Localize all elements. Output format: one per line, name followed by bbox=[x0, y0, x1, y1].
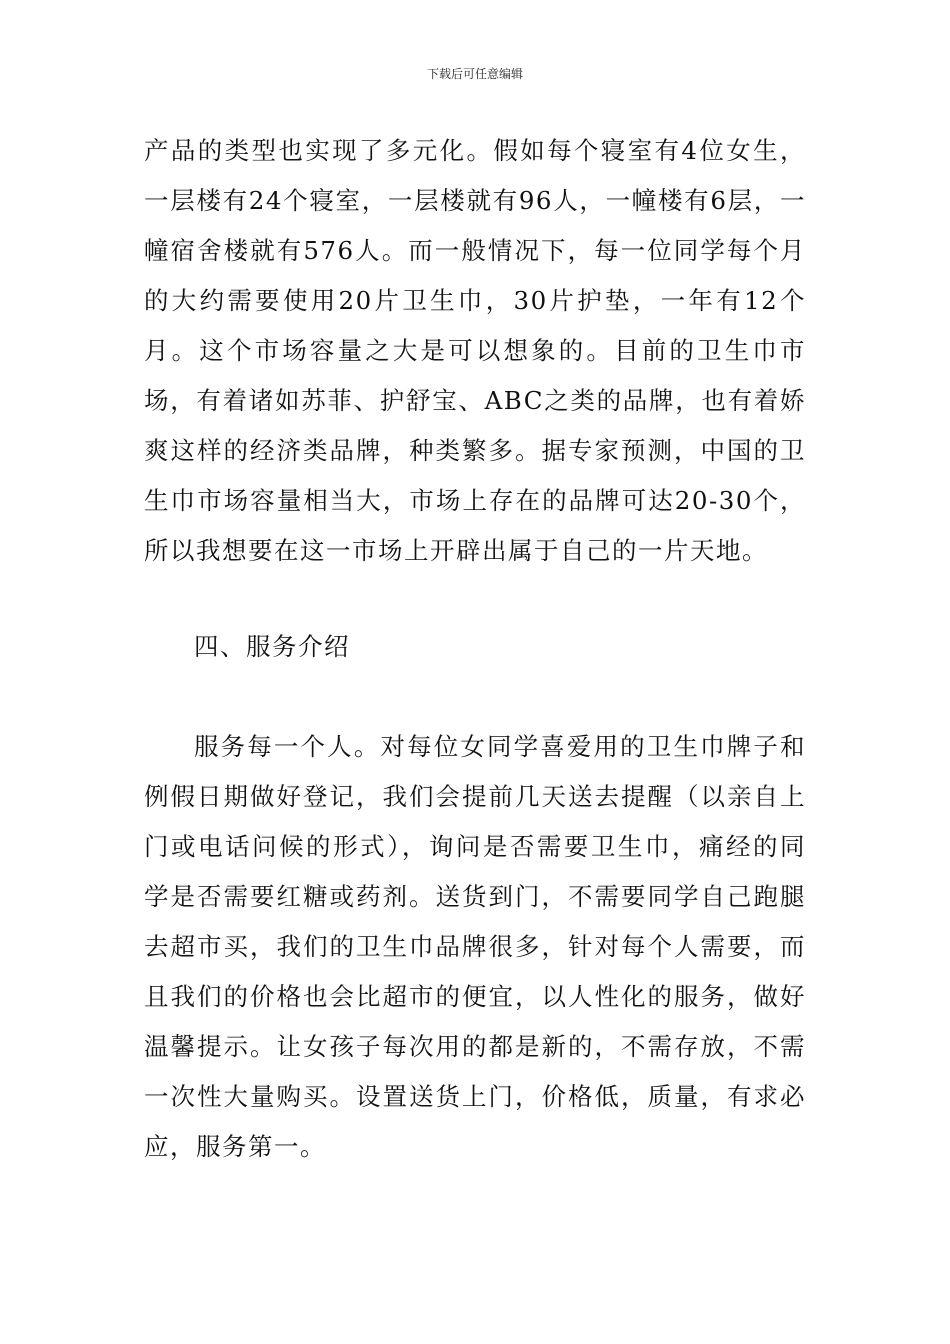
paragraph-service-description: 服务每一个人。对每位女同学喜爱用的卫生巾牌子和例假日期做好登记，我们会提前几天送去提醒（以亲自上门或电话问候的形式），询问是否需要卫生巾，痛经的同学是否需要红糖或药剂。送货到门，不需要同学自己跑腿去超市买，我们的卫生巾品牌很多，针对每个人需要，而且我们的价格也会比超市的便宜，以人性化的服务，做好温馨提示。让女孩子每次用的都是新的，不需存放，不需一次性大量购买。设置送货上门，价格低，质量，有求必应，服务第一。 bbox=[144, 732, 806, 1161]
paragraph-market-analysis: 产品的类型也实现了多元化。假如每个寝室有4位女生，一层楼有24个寝室，一层楼就有96人，一幢楼有6层，一幢宿舍楼就有576人。而一般情况下，每一位同学每个月的大约需要使用20片卫生巾，30片护垫，一年有12个月。这个市场容量之大是可以想象的。目前的卫生巾市场，有着诸如苏菲、护舒宝、ABC之类的品牌，也有着娇爽这样的经济类品牌，种类繁多。据专家预测，中国的卫生巾市场容量相当大，市场上存在的品牌可达20-30个，所以我想要在这一市场上开辟出属于自己的一片天地。 bbox=[144, 136, 806, 565]
section-heading-service-intro: 四、服务介绍 bbox=[194, 632, 350, 661]
page-header: 下载后可任意编辑 bbox=[426, 67, 523, 81]
